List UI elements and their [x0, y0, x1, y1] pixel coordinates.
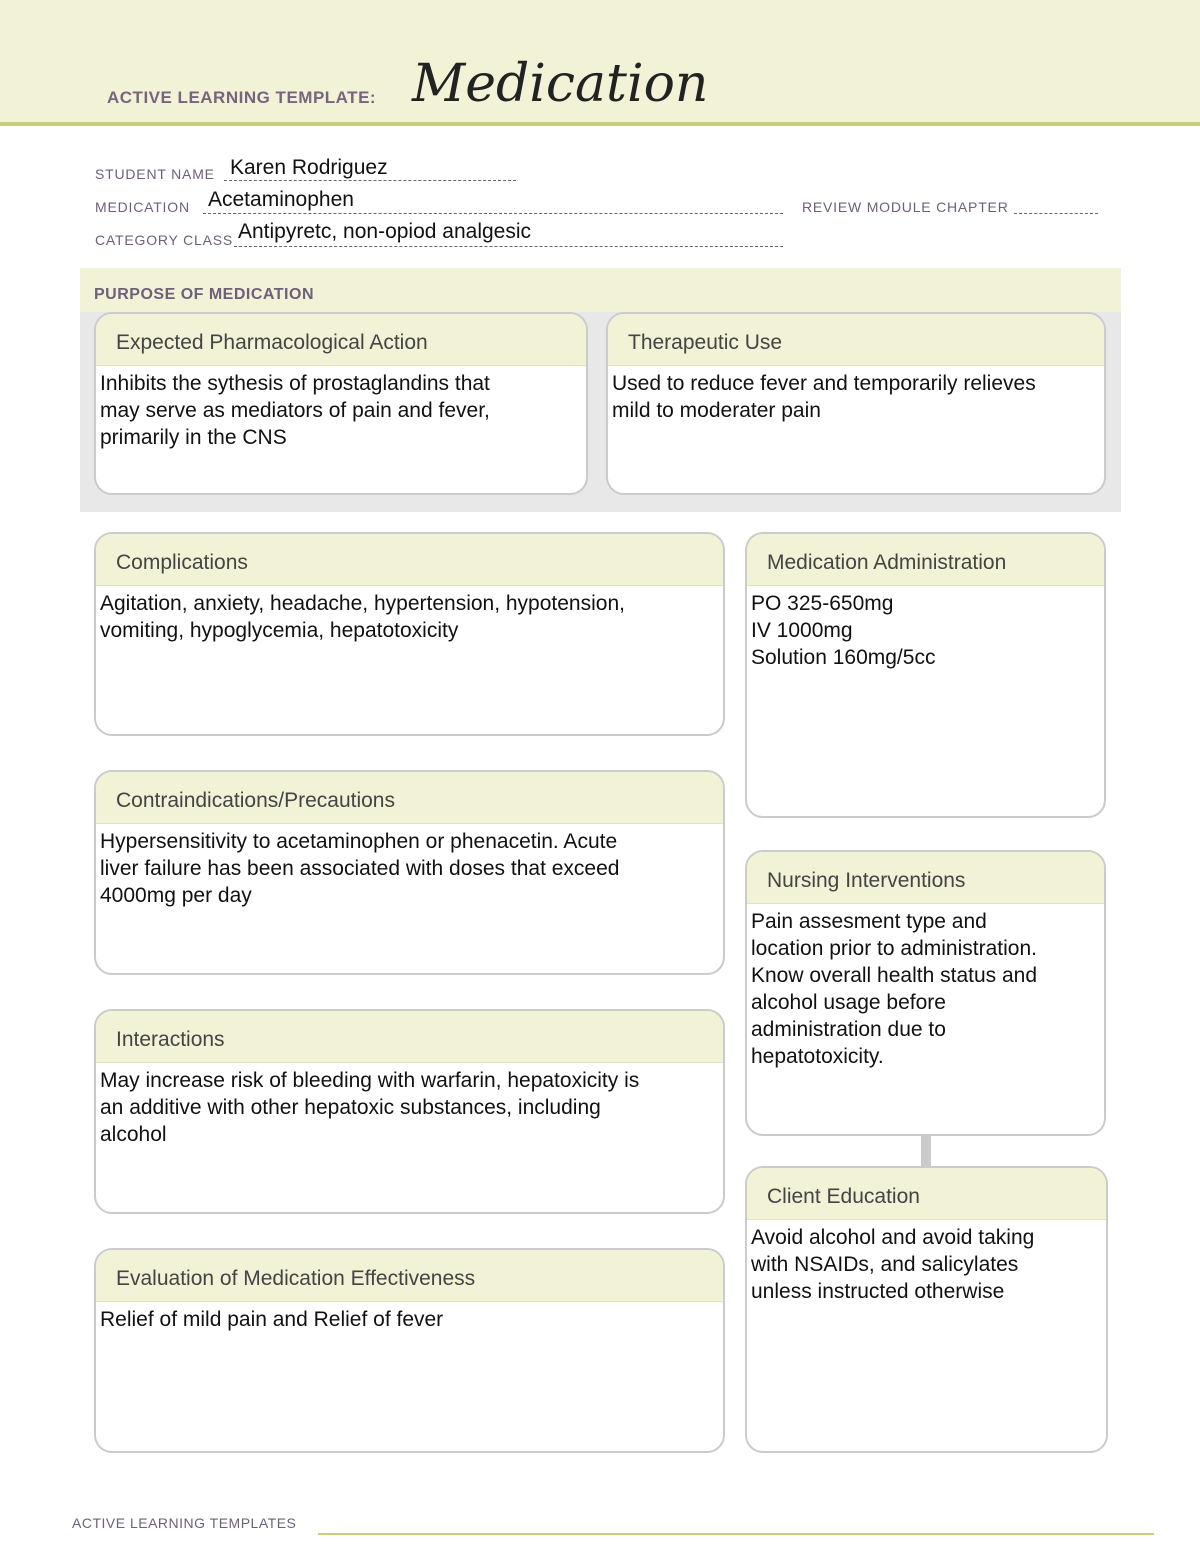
complications-box: [94, 532, 725, 736]
expected-action-text[interactable]: Inhibits the sythesis of prostaglandins that may serve as mediators of pain and fever, primarily in the CNS: [100, 372, 490, 449]
review-module-line: [1014, 213, 1098, 214]
interactions-title: Interactions: [96, 1011, 723, 1063]
interactions-text[interactable]: May increase risk of bleeding with warfarin, hepatoxicity is an additive with other hepatoxic substances, including alcohol: [100, 1069, 640, 1146]
medication-administration-text[interactable]: PO 325-650mg IV 1000mg Solution 160mg/5cc: [751, 592, 936, 669]
category-class-label: CATEGORY CLASS: [95, 232, 234, 248]
evaluation-box: [94, 1248, 725, 1453]
medication-field[interactable]: Acetaminophen: [208, 188, 354, 211]
therapeutic-use-text[interactable]: Used to reduce fever and temporarily relieves mild to moderater pain: [612, 372, 1036, 422]
purpose-label: PURPOSE OF MEDICATION: [94, 286, 314, 303]
footer-rule: [318, 1533, 1154, 1535]
client-education-box: [745, 1166, 1108, 1453]
expected-action-box: [94, 312, 588, 495]
header-rule: [0, 122, 1200, 126]
review-module-label: REVIEW MODULE CHAPTER: [802, 199, 1009, 215]
complications-title: Complications: [96, 534, 723, 586]
complications-text[interactable]: Agitation, anxiety, headache, hypertension, hypotension, vomiting, hypoglycemia, hepatotoxicity: [100, 592, 625, 642]
therapeutic-use-title: Therapeutic Use: [608, 314, 1104, 366]
nursing-interventions-box: [745, 850, 1106, 1136]
category-class-line: [234, 246, 783, 247]
medication-administration-box: [745, 532, 1106, 818]
evaluation-text[interactable]: Relief of mild pain and Relief of fever: [100, 1308, 444, 1331]
interactions-box: [94, 1009, 725, 1214]
category-class-field[interactable]: Antipyretc, non-opiod analgesic: [238, 220, 532, 243]
medication-line: [203, 213, 783, 214]
template-label: ACTIVE LEARNING TEMPLATE:: [107, 88, 377, 107]
nursing-interventions-text[interactable]: Pain assesment type and location prior to administration. Know overall health status and alcohol usage before administration due to hepatotoxicity.: [751, 910, 1038, 1068]
therapeutic-use-box: [606, 312, 1106, 495]
student-name-line: [224, 180, 516, 181]
contraindications-text[interactable]: Hypersensitivity to acetaminophen or phenacetin. Acute liver failure has been associated with doses that exceed 4000mg per day: [100, 830, 620, 907]
student-name-label: STUDENT NAME: [95, 166, 215, 182]
student-name-field[interactable]: Karen Rodriguez: [230, 156, 388, 179]
client-education-title: Client Education: [747, 1168, 1106, 1220]
client-education-text[interactable]: Avoid alcohol and avoid taking with NSAIDs, and salicylates unless instructed otherwise: [751, 1226, 1035, 1303]
evaluation-title: Evaluation of Medication Effectiveness: [96, 1250, 723, 1302]
section-connector: [921, 1134, 931, 1166]
medication-label: MEDICATION: [95, 199, 190, 215]
nursing-interventions-title: Nursing Interventions: [747, 852, 1104, 904]
medication-administration-title: Medication Administration: [747, 534, 1104, 586]
contraindications-box: [94, 770, 725, 975]
footer-label: ACTIVE LEARNING TEMPLATES: [72, 1515, 297, 1531]
page-title: Medication: [412, 54, 709, 114]
expected-action-title: Expected Pharmacological Action: [96, 314, 586, 366]
contraindications-title: Contraindications/Precautions: [96, 772, 723, 824]
